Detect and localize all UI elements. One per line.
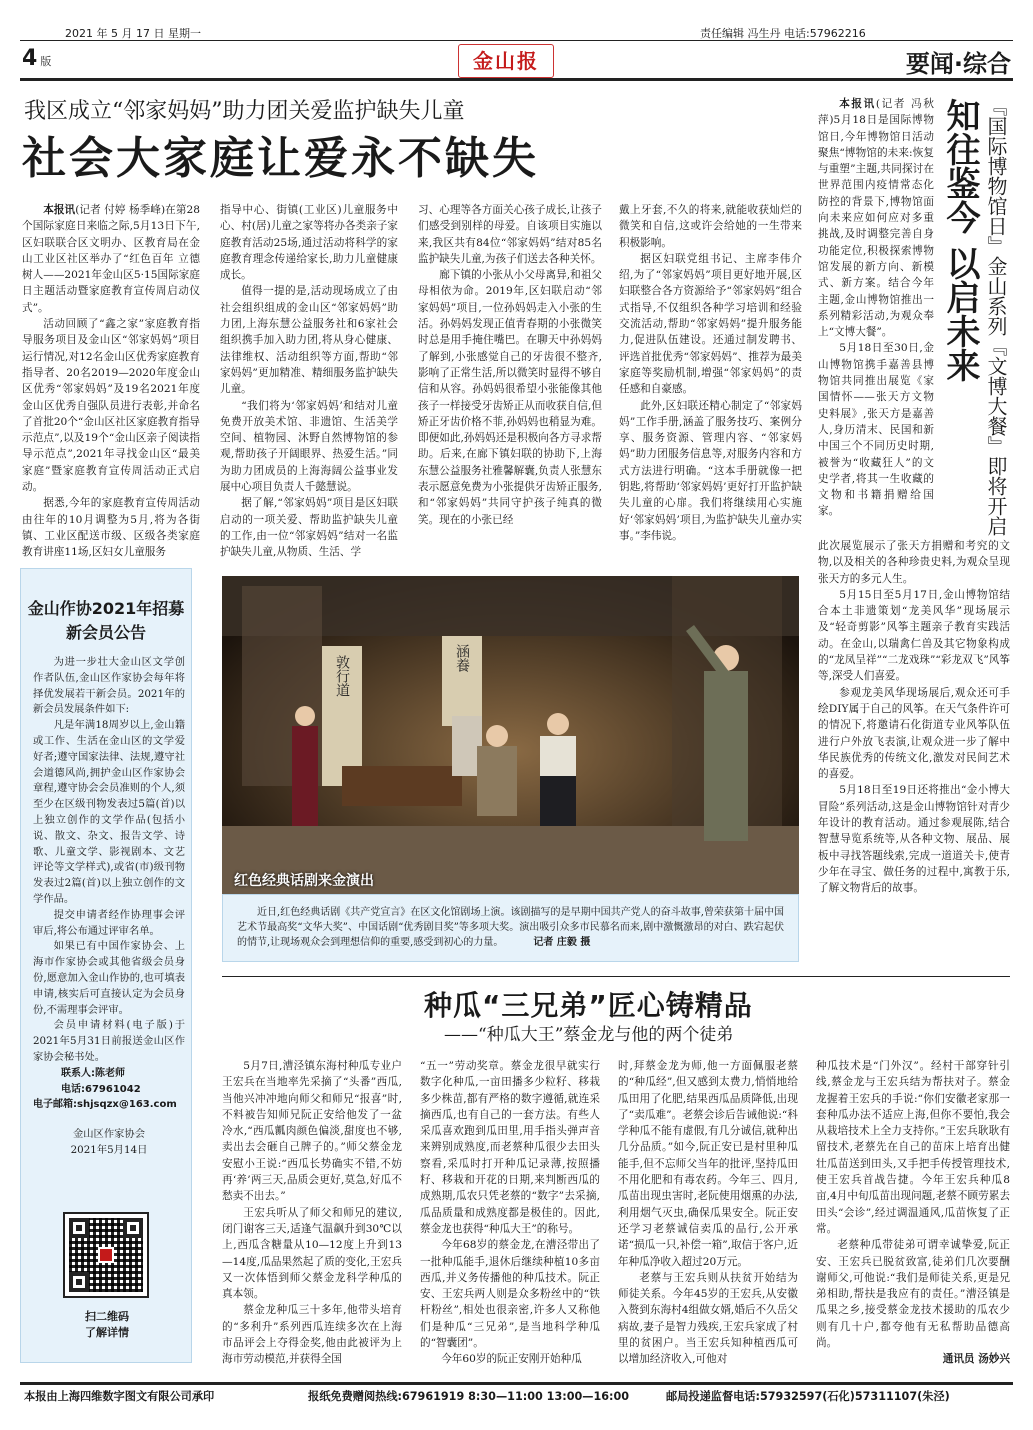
notice-issuer: 金山区作家协会 [72, 1128, 146, 1141]
footer-hotline: 报纸免费赠阅热线:67961919 8:30—11:00 13:00—16:00 [308, 1390, 630, 1403]
footer-rule [20, 1382, 1013, 1385]
qr-logo-icon [98, 1247, 114, 1263]
masthead-bar [20, 22, 1013, 42]
qr-finder [69, 1272, 89, 1292]
scroll-text-right: 涵養 [454, 644, 470, 672]
museum-column-top: 本报讯(记者 冯秋萍)5月18日是国际博物馆日,今年博物馆日活动聚焦“博物馆的未来:恢复与重塑”主题,共同探讨在世界范围内疫情常态化防控的背景下,博物馆面向未来应如何应对多重挑战,及时调整完善自身功能定位,积极探索博物馆发展的新方向、新模式、新方案。结合今年主题,金山博物馆推出一系列精彩活动,为观众奉上“文博大餐”。 5月18日至30日,金山博物馆携手嘉善县博物馆共同推出展览《家国情怀——张天方文物史料展》,张天方是嘉善人,身历清末、民国和新中国三个不同历史时期,被誉为“收藏狂人”的文史学者,将其一生收藏的文物和书籍捐赠给国家。 [818, 98, 934, 518]
museum-column-bottom: 此次展览展示了张天方捐赠和考究的文物,以及相关的各种珍贵史料,为观众呈现张天方的多元人生。 5月15日至5月17日,金山博物馆结合本土非遗策划“龙美风华”现场展示及“轻奇剪影”风筝主题亲子教育实践活动。在金山,以瑞禽仁兽及其它物象构成的“龙凤呈祥”“二龙戏珠”“彩龙双飞”风筝等,深受人们喜爱。 参观龙美风华现场展后,观众还可手绘DIY属于自己的风筝。在天气条件许可的情况下,将邀请石化街道专业风筝队伍进行户外放飞表演,让观众进一步了解中华民族优秀的传统文化,激发对民间艺术的喜爱。 5月18日至19日还将推出“金小博大冒险”系列活动,这是金山博物馆针对青少年设计的教育活动。通过参观展陈,结合智慧导览系统等,从各种文物、展品、展板中寻找答题线索,完成一道道关卡,使青少年在寻宝、做任务的过程中,寓教于乐,了解文物背后的故事。 [818, 540, 1010, 895]
masthead-rule-thick [20, 78, 1013, 81]
notice-issue-date: 2021年5月14日 [70, 1143, 148, 1156]
lead-column-3: 习、心理等各方面关心孩子成长,让孩子们感受到别样的母爱。自该项目实施以来,我区共有84位“邻家妈妈”结对85名监护缺失儿童,为孩子们送去各种关怀。 廊下镇的小张从小父母离异,和祖父母相依为命。2019年,区妇联启动“邻家妈妈”项目,一位孙妈妈走入小张的生活。孙妈妈发现正值青春期的小张微笑时总是用手掩住嘴巴。在聊天中孙妈妈了解到,小张感觉自己的牙齿很不整齐,影响了正常生活,所以微笑时显得不够自信和从容。孙妈妈很希望小张能像其他孩子一样接受牙齿矫正从而收获自信,但矫正牙齿价格不菲,孙妈妈也稍显为难。即便如此,孙妈妈还是积极向各方寻求帮助。后来,在廊下镇妇联的协助下,上海东慧公益服务社雅馨解囊,负责人张慧东表示愿意免费为小张提供牙齿矫正服务,和“邻家妈妈”共同守护孩子纯真的微笑。现在的小张已经 [418, 204, 602, 526]
lead-column-2: 指导中心、街镇(工业区)儿童服务中心、村(居)儿童之家等将办各类亲子家庭教育活动25场,通过活动将科学的家庭教育理念传递给家长,助力儿童健康成长。 值得一提的是,活动现场成立了由社会组织组成的金山区“邻家妈妈”助力团,上海东慧公益服务社和6家社会组织携手加入助力团,将从身心健康、法律维权、活动组织等方面,帮助“邻家妈妈”更加精准、精细服务监护缺失儿童。 “我们将为‘邻家妈妈’和结对儿童免费开放美术馆、非遗馆、生活美学空间、植物园、沐野自然博物馆的参观,帮助孩子开阔眼界、热爱生活。”同为助力团成员的上海海阔公益事业发展中心项目负责人千懿慧说。 据了解,“邻家妈妈”项目是区妇联启动的一项关爱、帮助监护缺失儿童的工作,由一位“邻家妈妈”结对一名监护缺失儿童,从物质、生活、学 [220, 204, 398, 559]
stage-scene-illustration [222, 576, 799, 894]
theater-photo [222, 576, 799, 894]
qr-code[interactable] [65, 1214, 147, 1296]
melon-author: 通讯员 汤妙兴 [942, 1353, 1010, 1366]
melon-headline: 种瓜“三兄弟”匠心铸精品 [424, 989, 753, 1022]
lead-headline: 社会大家庭让爱永不缺失 [22, 133, 539, 184]
qr-caption: 扫二维码 了解详情 [85, 1310, 129, 1339]
photo-label: 红色经典话剧来金演出 [234, 873, 374, 889]
museum-subheadline: 『国际博物馆日』金山系列『文博大餐』即将开启 [984, 96, 1008, 536]
masthead-rule [20, 40, 1013, 41]
section-divider [222, 976, 1010, 977]
melon-column-2: “五一”劳动奖章。蔡金龙很早就实行数字化种瓜,一亩田播多少粒籽、移栽多少株苗,都有严格的数字遵循,就连采摘西瓜,也有自己的一套方法。有些人采瓜喜欢跑到瓜田里,用手指头弹声音来辨别成熟度,而老蔡种瓜很少去田头察看,采瓜时打开种瓜记录薄,按照播籽、移栽和开花的日期,来判断西瓜的成熟期,瓜农只凭老蔡的“数字”去采摘,瓜品质量和成熟度都是极佳的。因此,蔡金龙也获得“种瓜大王”的称号。 今年68岁的蔡金龙,在漕泾带出了一批种瓜能手,退休后继续种植10多亩西瓜,并义务传播他的种瓜技术。阮正安、王宏兵两人则是众多粉丝中的“铁杆粉丝”,相处也很亲密,许多人又称他们是种瓜“三兄弟”,是当地科学种瓜的“智囊团”。 今年60岁的阮正安刚开始种瓜 [420, 1060, 600, 1366]
photo-caption: 近日,红色经典话剧《共产党宣言》在区文化馆剧场上演。该剧描写的是早期中国共产党人的奋斗故事,曾荣获第十届中国艺术节最高奖“文华大奖”、中国话剧“优秀剧目奖”等多项大奖。演出吸引众多市民慕名而来,剧中激慨激昂的对白、跌宕起伏的情节,让现场观众会到理想信仰的重要,感受到初心的力量。 记者 庄毅 摄 [222, 894, 799, 962]
section-title: 要闻·综合 [905, 50, 1011, 78]
writers-association-notice [20, 568, 192, 1363]
notice-email: 电子邮箱:shjsqzx@163.com [33, 1099, 177, 1111]
melon-subheadline: ——“种瓜大王”蔡金龙与他的两个徒弟 [444, 1025, 734, 1045]
lead-kicker: 我区成立“邻家妈妈”助力团关爱监护缺失儿童 [24, 99, 465, 124]
editor-info: 责任编辑 冯生丹 电话:57962216 [700, 27, 866, 40]
footer-postal: 邮局投递监督电话:57932597(石化)57311107(朱泾) [666, 1390, 950, 1403]
newspaper-logo: 金山报 [458, 44, 554, 78]
notice-body: 为进一步壮大金山区文学创作者队伍,金山区作家协会每年将择优发展若干新会员。2021年的新会员发展条件如下: 凡是年满18周岁以上,金山籍或工作、生活在金山区的文学爱好者;遵守国家法律、法规,遵守社会道德风尚,拥护金山区作家协会章程,遵守协会会员准则的个人,须至少在区级刊物发表过5篇(首)以上独立创作的文学作品(包括小说、散文、杂文、报告文学、诗歌、儿童文学、影视剧本、文艺评论等文学样式),或省(市)级刊物发表过2篇(首)以上独立创作的文学作品。 提交申请者经作协理事会评审后,将公布通过评审名单。 如果已有中国作家协会、上海市作家协会或其他省级会员身份,愿意加入金山作协的,也可填表申请,核实后可直接认定为会员身份,不需理事会评审。 会员申请材料(电子版)于2021年5月31日前报送金山区作家协会秘书处。 联系人:陈老师 电话:67961042 电子邮箱:shjsqzx@163.com 金山区作家协会 2021年5月14日 [33, 655, 185, 1159]
lead-column-1: 本报讯(记者 付婷 杨季峰)在第28个国际家庭日来临之际,5月13日下午,区妇联联合区文明办、区教育局在金山工业区社区举办了“红色百年 立德树人——2021年金山区5·15国际家庭日主题活动暨家庭教育宣传周启动仪式”。 活动回顾了“鑫之家”家庭教育指导服务项目及金山区“邻家妈妈”项目运行情况,对12名金山区优秀家庭教育指导者、20名2019—2020年度金山区优秀“邻家妈妈”及19名2021年度金山区优秀自强队员进行表彰,并命名了首批20个“金山区社区家庭教育指导示范点”,以及19个“金山区亲子阅读指导示范点”,2021年寻找金山区“最美家庭”暨家庭教育宣传周活动正式启动。 据悉,今年的家庭教育宣传周活动由往年的10月调整为5月,将为各街镇、工业区配送市级、区级各类家庭教育讲座11场,区妇女儿童服务 [22, 204, 200, 559]
melon-column-4: 种瓜技术是“门外汉”。经村干部穿针引线,蔡金龙与王宏兵结为帮扶对子。蔡金龙握着王宏兵的手说:“你们安徽老家那一套种瓜办法不适应上海,但你不要怕,我会从栽培技术上全力支持你。”王宏兵耿耿有留技术,老蔡先在自己的苗床上培育出健壮瓜苗送到田头,又手把手传授管理技术,使王宏兵首战告捷。今年王宏兵种瓜8亩,4月中旬瓜苗出现问题,老蔡不顾劳累去田头“会诊”,经过调温通风,瓜苗恢复了正常。 老蔡种瓜带徒弟可谓幸诚挚爱,阮正安、王宏兵已脱贫致富,徒弟们几次要酬谢师父,可他说:“我们是师徒关系,更是兄弟相助,帮扶是我应有的责任。”漕泾镇是瓜果之乡,接受蔡金龙技术援助的瓜农少则有几十户,都夸他有无私帮助品德高尚。 通讯员 汤妙兴 [816, 1058, 1010, 1376]
scroll-text-left: 敦行道 [334, 655, 350, 697]
footer-printer: 本报由上海四维数字图文有限公司承印 [24, 1390, 215, 1403]
qr-finder [69, 1218, 89, 1238]
melon-column-1: 5月7日,漕泾镇东海村种瓜专业户王宏兵在当地率先采摘了“头番”西瓜,当他兴冲冲地向师父和师兄“报喜”时,不料被告知师兄阮正安给他发了一盆冷水,“西瓜瓤肉颜色偏淡,甜度也不够,卖出去会砸自己牌子的。”师父蔡金龙安慰小王说:“西瓜长势确实不错,不妨再‘养’两三天,品质会更好,莫急,好瓜不愁卖不出去。” 王宏兵听从了师父和师兄的建议,闭门谢客三天,适逢气温飙升到30℃以上,西瓜含糖量从10—12度上升到13—14度,瓜品果然起了质的变化,王宏兵又一次体悟到师父蔡金龙科学种瓜的真本领。 蔡金龙种瓜三十多年,他带头培育的“多利升”系列西瓜连续多次在上海市品评会上夺得金奖,他由此被评为上海市劳动模范,并获得全国 [222, 1060, 402, 1366]
lead-column-4: 戴上牙套,不久的将来,就能收获灿烂的微笑和自信,这或许会给她的一生带来积极影响。 据区妇联党组书记、主席李伟介绍,为了“邻家妈妈”项目更好地开展,区妇联整合各方资源给予“邻家妈妈”组合式指导,不仅组织各种学习培训和经验交流活动,帮助“邻家妈妈”提升服务能力,促进队伍建设。还通过制发聘书、评选首批优秀“邻家妈妈”、推荐为最美家庭等奖励机制,增强“邻家妈妈”的责任感和自豪感。 此外,区妇联还精心制定了“邻家妈妈”工作手册,涵盖了服务技巧、案例分享、服务资源、管理内容、“邻家妈妈”助力团服务信息等,对服务内容和方式方法进行明确。“这本手册就像一把钥匙,将帮助‘邻家妈妈’更好打开监护缺失儿童的心扉。我们将继续用心实施好‘邻家妈妈’项目,为监护缺失儿童办实事。”李伟说。 [619, 204, 802, 542]
notice-contact-person: 联系人:陈老师 [61, 1067, 125, 1079]
photo-credit: 记者 庄毅 摄 [533, 937, 591, 948]
qr-finder [123, 1218, 143, 1238]
melon-column-3: 时,拜蔡金龙为师,他一方面佩服老蔡的“种瓜经”,但又感到太费力,悄悄地给瓜田用了化肥,结果西瓜品质降低,出现了“卖瓜难”。老蔡会诊后告诫他说:“科学种瓜不能有虚假,有几分诚信,就种出几分品质。”如今,阮正安已是村里种瓜能手,但不忘师父当年的批评,坚持瓜田不用化肥和有毒农药。今年三、四月,瓜苗出现虫害时,老阮使用烟熏的办法,利用烟气灭虫,确保瓜果安全。阮正安还学习老蔡诚信卖瓜的品行,公开承诺“损瓜一只,补偿一箱”,取信于客户,近年种瓜净收入超过20万元。 老蔡与王宏兵则从扶贫开始结为师徒关系。今年45岁的王宏兵,从安徽入赘到东海村4组做女婿,婚后不久岳父病故,妻子是智力残疾,王宏兵家成了村里的贫困户。当王宏兵知种植西瓜可以增加经济收入,可他对 [618, 1060, 798, 1366]
museum-headline: 知往鉴今 以启未来 [940, 98, 980, 382]
page-number: 4 版 [22, 46, 52, 71]
notice-title: 金山作协2021年招募新会员公告 [27, 599, 185, 642]
issue-date: 2021 年 5 月 17 日 星期一 [65, 27, 201, 40]
notice-phone: 电话:67961042 [61, 1083, 141, 1095]
